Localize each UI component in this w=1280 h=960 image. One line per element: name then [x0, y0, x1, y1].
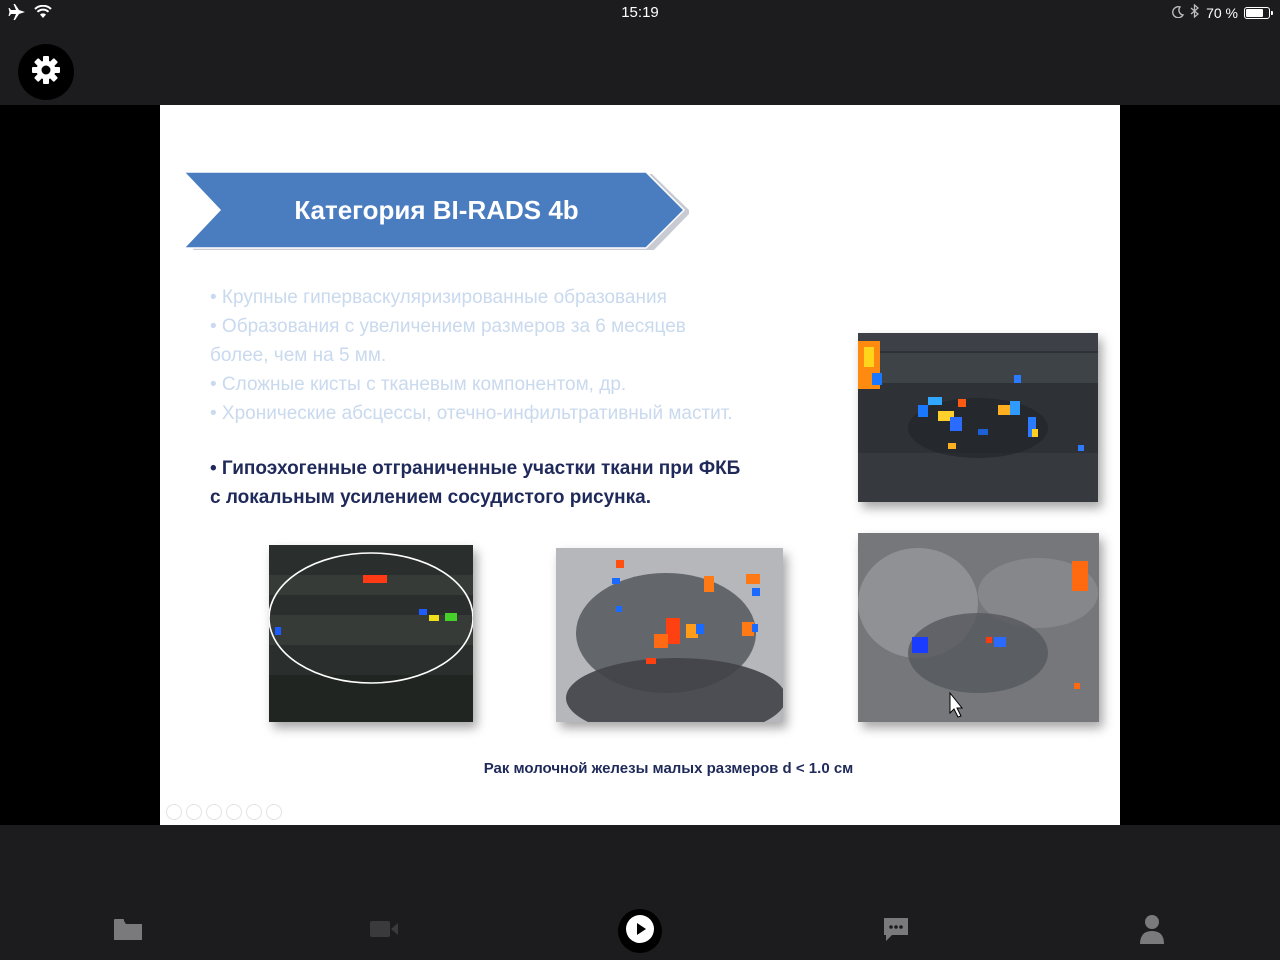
bold-bullet-list — [210, 454, 830, 512]
clock: 15:19 — [621, 4, 659, 21]
play-icon — [625, 914, 655, 949]
list-item: более, чем на 5 мм. — [210, 345, 387, 366]
list-item: • Хронические абсцессы, отечно-инфильтративный мастит. — [210, 403, 733, 424]
slide-controls — [166, 804, 282, 820]
pen-tool-button[interactable] — [206, 804, 222, 820]
gear-icon — [31, 55, 61, 90]
slide-title: Категория BI-RADS 4b — [294, 194, 579, 225]
title-banner — [184, 170, 689, 250]
ultrasound-image — [858, 533, 1099, 722]
slide[interactable] — [160, 105, 1120, 825]
folder-icon — [113, 917, 143, 946]
list-item: • Крупные гиперваскуляризированные образования — [210, 287, 667, 308]
tab-play[interactable] — [618, 909, 662, 953]
ultrasound-image — [858, 333, 1098, 502]
bluetooth-icon — [1190, 4, 1200, 21]
tab-chat[interactable] — [880, 915, 912, 947]
next-slide-button[interactable] — [186, 804, 202, 820]
battery-percent: 70 % — [1206, 4, 1238, 21]
presentation-viewer — [0, 105, 1280, 825]
zoom-button[interactable] — [246, 804, 262, 820]
chat-icon — [882, 916, 910, 947]
list-item: • Сложные кисты с тканевым компонентом, др. — [210, 374, 627, 395]
tab-profile[interactable] — [1136, 915, 1168, 947]
ultrasound-image — [556, 548, 783, 722]
list-item: • Гипоэхогенные отграниченные участки ткани при ФКБ — [210, 458, 741, 479]
settings-button[interactable] — [18, 44, 74, 100]
video-icon — [369, 919, 399, 944]
faded-bullet-list — [210, 283, 850, 428]
tab-video[interactable] — [368, 915, 400, 947]
moon-icon — [1172, 5, 1184, 21]
top-toolbar — [0, 26, 1280, 105]
slide-caption: Рак молочной железы малых размеров d < 1.0 см — [483, 760, 854, 777]
more-options-button[interactable] — [266, 804, 282, 820]
battery-icon — [1244, 7, 1270, 19]
list-item: • Образования с увеличением размеров за 6 месяцев — [210, 316, 686, 337]
previous-slide-button[interactable] — [166, 804, 182, 820]
bottom-tab-bar — [0, 825, 1280, 960]
tab-files[interactable] — [112, 915, 144, 947]
slides-grid-button[interactable] — [226, 804, 242, 820]
status-bar — [0, 0, 1280, 26]
list-item: с локальным усилением сосудистого рисунка. — [210, 487, 652, 508]
status-right — [1172, 4, 1270, 21]
ultrasound-image — [269, 545, 473, 722]
person-icon — [1139, 914, 1165, 949]
